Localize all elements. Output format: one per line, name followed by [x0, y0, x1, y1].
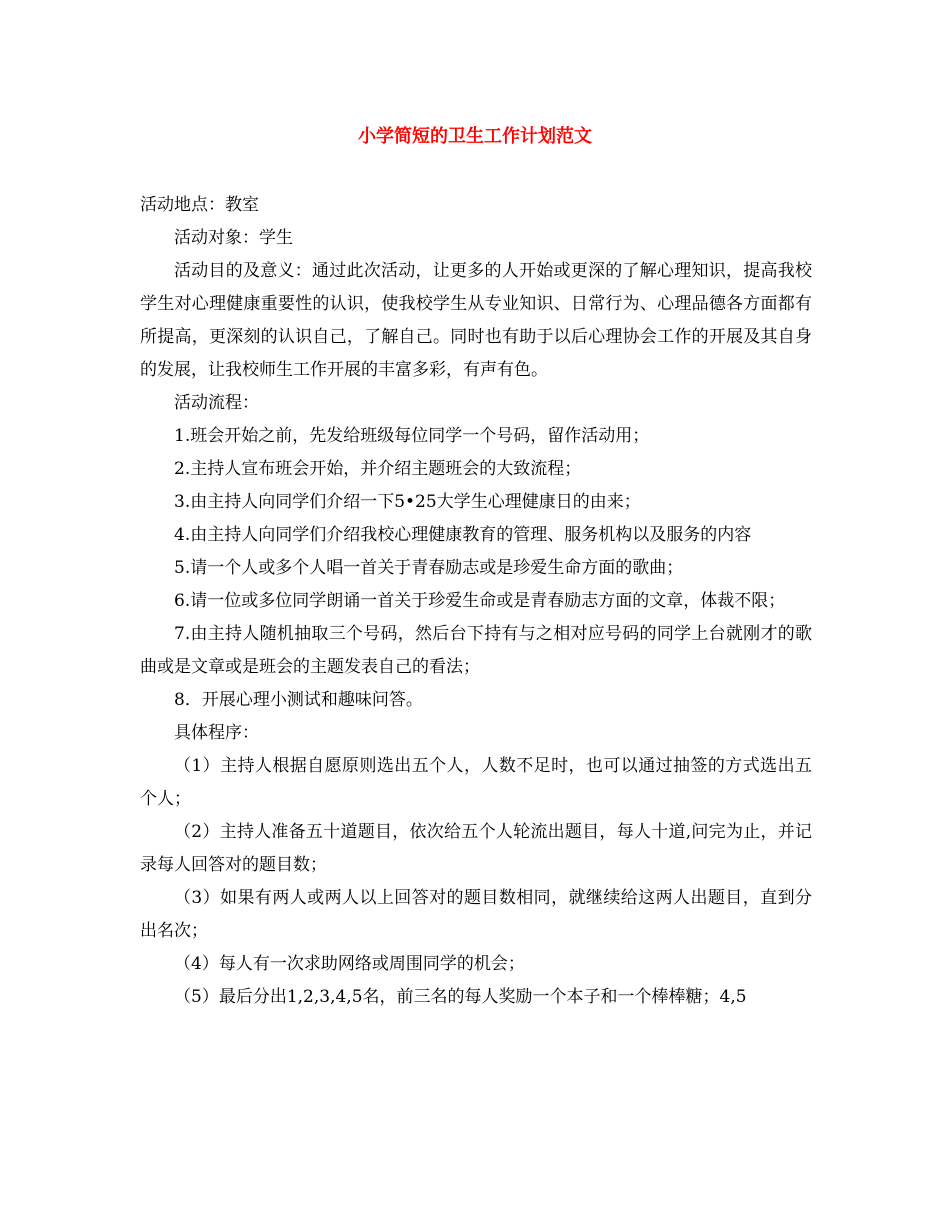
procedure-item: （3）如果有两人或两人以上回答对的题目数相同，就继续给这两人出题目，直到分出名次；	[140, 888, 812, 941]
procedure-item: （1）主持人根据自愿原则选出五个人，人数不足时，也可以通过抽签的方式选出五个人；	[140, 756, 812, 809]
list-item: 6.请一位或多位同学朗诵一首关于珍爱生命或是青春励志方面的文章，体裁不限；	[174, 591, 786, 611]
procedure-item: （5）最后分出1,2,3,4,5名，前三名的每人奖励一个本子和一个棒棒糖；4,5	[174, 987, 747, 1007]
list-item: 8．开展心理小测试和趣味问答。	[174, 690, 423, 710]
paragraph-location: 活动地点：教室	[140, 195, 259, 215]
list-item: 3.由主持人向同学们介绍一下5•25大学生心理健康日的由来；	[174, 492, 641, 512]
procedure-item: （2）主持人准备五十道题目，依次给五个人轮流出题目，每人十道,问完为止，并记录每人回答对的题目数；	[140, 822, 812, 875]
document-body	[140, 189, 812, 1014]
procedure-item: （4）每人有一次求助网络或周围同学的机会；	[174, 954, 525, 974]
paragraph-process-heading: 活动流程：	[174, 393, 259, 413]
paragraph-procedure-heading: 具体程序：	[174, 723, 259, 743]
list-item: 7.由主持人随机抽取三个号码，然后台下持有与之相对应号码的同学上台就刚才的歌曲或是文章或是班会的主题发表自己的看法；	[140, 624, 812, 677]
paragraph-audience: 活动对象：学生	[174, 228, 293, 248]
paragraph-purpose: 活动目的及意义：通过此次活动，让更多的人开始或更深的了解心理知识，提高我校学生对心理健康重要性的认识，使我校学生从专业知识、日常行为、心理品德各方面都有所提高，更深刻的认识自己，了解自己。同时也有助于以后心理协会工作的开展及其自身的发展，让我校师生工作开展的丰富多彩，有声有色。	[140, 261, 812, 380]
list-item: 2.主持人宣布班会开始，并介绍主题班会的大致流程；	[174, 459, 582, 479]
list-item: 1.班会开始之前，先发给班级每位同学一个号码，留作活动用；	[174, 426, 650, 446]
list-item: 4.由主持人向同学们介绍我校心理健康教育的管理、服务机构以及服务的内容	[174, 525, 752, 545]
document-title: 小学简短的卫生工作计划范文	[358, 126, 592, 147]
list-item: 5.请一个人或多个人唱一首关于青春励志或是珍爱生命方面的歌曲；	[174, 558, 684, 578]
